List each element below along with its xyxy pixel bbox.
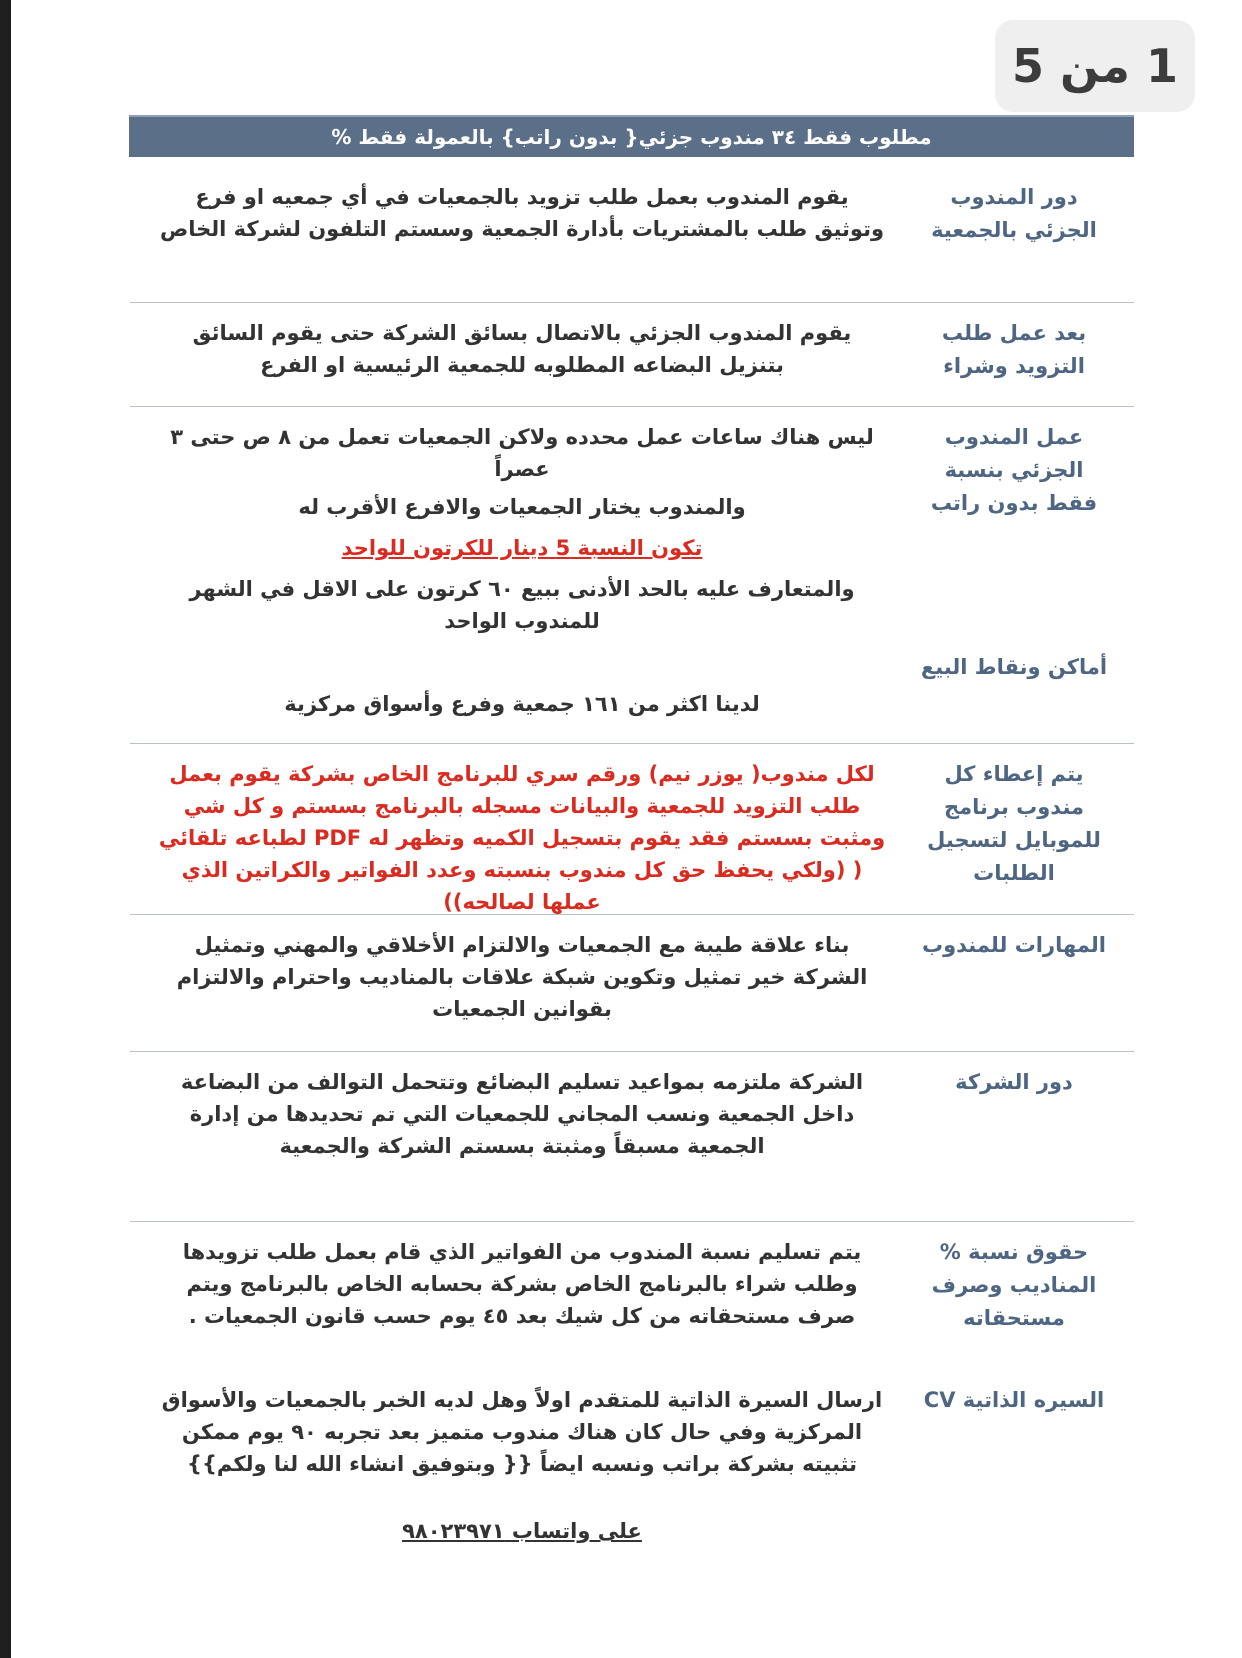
row-label-cv: السيره الذاتية CV: [923, 1388, 1105, 1412]
row-label-partial-agent-role: دور المندوب الجزئي بالجمعية: [931, 185, 1097, 242]
row-label-after-supply-order: بعد عمل طلب التزويد وشراء: [941, 321, 1087, 378]
whatsapp-contact: على واتساب ٩٨٠٢٣٩٧١: [402, 1519, 642, 1543]
page-title: مطلوب فقط ٣٤ مندوب جزئي{ بدون راتب} بالعمولة فقط %: [129, 115, 1134, 157]
divider: [130, 914, 1134, 915]
document-page: [11, 0, 1242, 1658]
row-text-points-of-sale: لدينا اكثر من ١٦١ جمعية وفرع وأسواق مركزية: [284, 692, 760, 716]
row-label-points-of-sale: أماكن ونقاط البيع: [920, 655, 1108, 679]
row-text-minimum-sales: والمتعارف عليه بالحد الأدنى ببيع ٦٠ كرتون على الاقل في الشهر للمندوب الواحد: [189, 577, 855, 633]
row-text-partial-agent-role: يقوم المندوب بعمل طلب تزويد بالجمعيات في أي جمعيه او فرع وتوثيق طلب بالمشتريات بأدارة الجمعية وسستم التلفون لشركة الخاص: [159, 185, 885, 241]
divider: [130, 406, 1134, 407]
row-text-working-hours: ليس هناك ساعات عمل محدده ولاكن الجمعيات تعمل من ٨ ص حتى ٣ عصراً: [170, 425, 874, 481]
divider: [130, 302, 1134, 303]
row-text-agent-skills: بناء علاقة طيبة مع الجمعيات والالتزام الأخلاقي والمهني وتمثيل الشركة خير تمثيل وتكوين شبكة علاقات بالمناديب واحترام والالتزام بقوانين الجمعيات: [176, 933, 868, 1021]
divider: [130, 1051, 1134, 1052]
row-text-company-role: الشركة ملتزمه بمواعيد تسليم البضائع وتتحمل التوالف من البضاعة داخل الجمعية ونسب المجاني للجمعيات التي تم تحديدها من إدارة الجمعية مسبقاً ومثبتة بسستم الشركة والجمعية: [180, 1070, 864, 1158]
row-label-mobile-app: يتم إعطاء كل مندوب برنامج للموبايل لتسجيل الطلبات: [927, 762, 1101, 885]
row-label-company-role: دور الشركة: [955, 1070, 1073, 1094]
row-label-agent-rights: حقوق نسبة % المناديب وصرف مستحقاته: [931, 1240, 1097, 1330]
viewer-left-edge: [0, 0, 11, 1658]
row-text-commission-rate: تكون النسبة 5 دينار للكرتون للواحد: [341, 536, 703, 560]
row-text-after-supply-order: يقوم المندوب الجزئي بالاتصال بسائق الشركة حتى يقوم السائق بتنزيل البضاعه المطلوبه للجمعية الرئيسية او الفرع: [192, 321, 852, 377]
page-counter: 1 من 5: [995, 20, 1195, 112]
divider: [130, 743, 1134, 744]
row-text-agent-rights: يتم تسليم نسبة المندوب من الفواتير الذي قام بعمل طلب تزويدها وطلب شراء بالبرنامج الخاص بشركة بحسابه الخاص بالبرنامج ويتم صرف مستحقاته من كل شيك بعد ٤٥ يوم حسب قانون الجمعيات .: [182, 1240, 862, 1328]
divider: [130, 1221, 1134, 1222]
row-label-agent-skills: المهارات للمندوب: [921, 933, 1106, 957]
row-text-mobile-app: لكل مندوب( يوزر نيم) ورقم سري للبرنامج الخاص بشركة يقوم بعمل طلب التزويد للجمعية والبيانات مسجله بالبرنامج بسستم و كل شي ومثبت بسستم فقد يقوم بتسجيل الكميه وتظهر له PDF لطباعه تلقائي ( (ولكي يحفظ حق كل مندوب بنسبته وعدد الفواتير والكراتين الذي عملها لصالحه)): [158, 762, 886, 914]
row-label-commission-work: عمل المندوب الجزئي بنسبة فقط بدون راتب: [930, 425, 1098, 515]
row-text-cv: ارسال السيرة الذاتية للمتقدم اولاً وهل لديه الخبر بالجمعيات والأسواق المركزية وفي حال كان هناك مندوب متميز بعد تجربه ٩٠ يوم ممكن تثبيته بشركة براتب ونسبه ايضاً {{ وبتوفيق انشاء الله لنا ولكم}}: [161, 1388, 883, 1476]
row-text-agent-choice: والمندوب يختار الجمعيات والافرع الأقرب له: [298, 495, 746, 519]
